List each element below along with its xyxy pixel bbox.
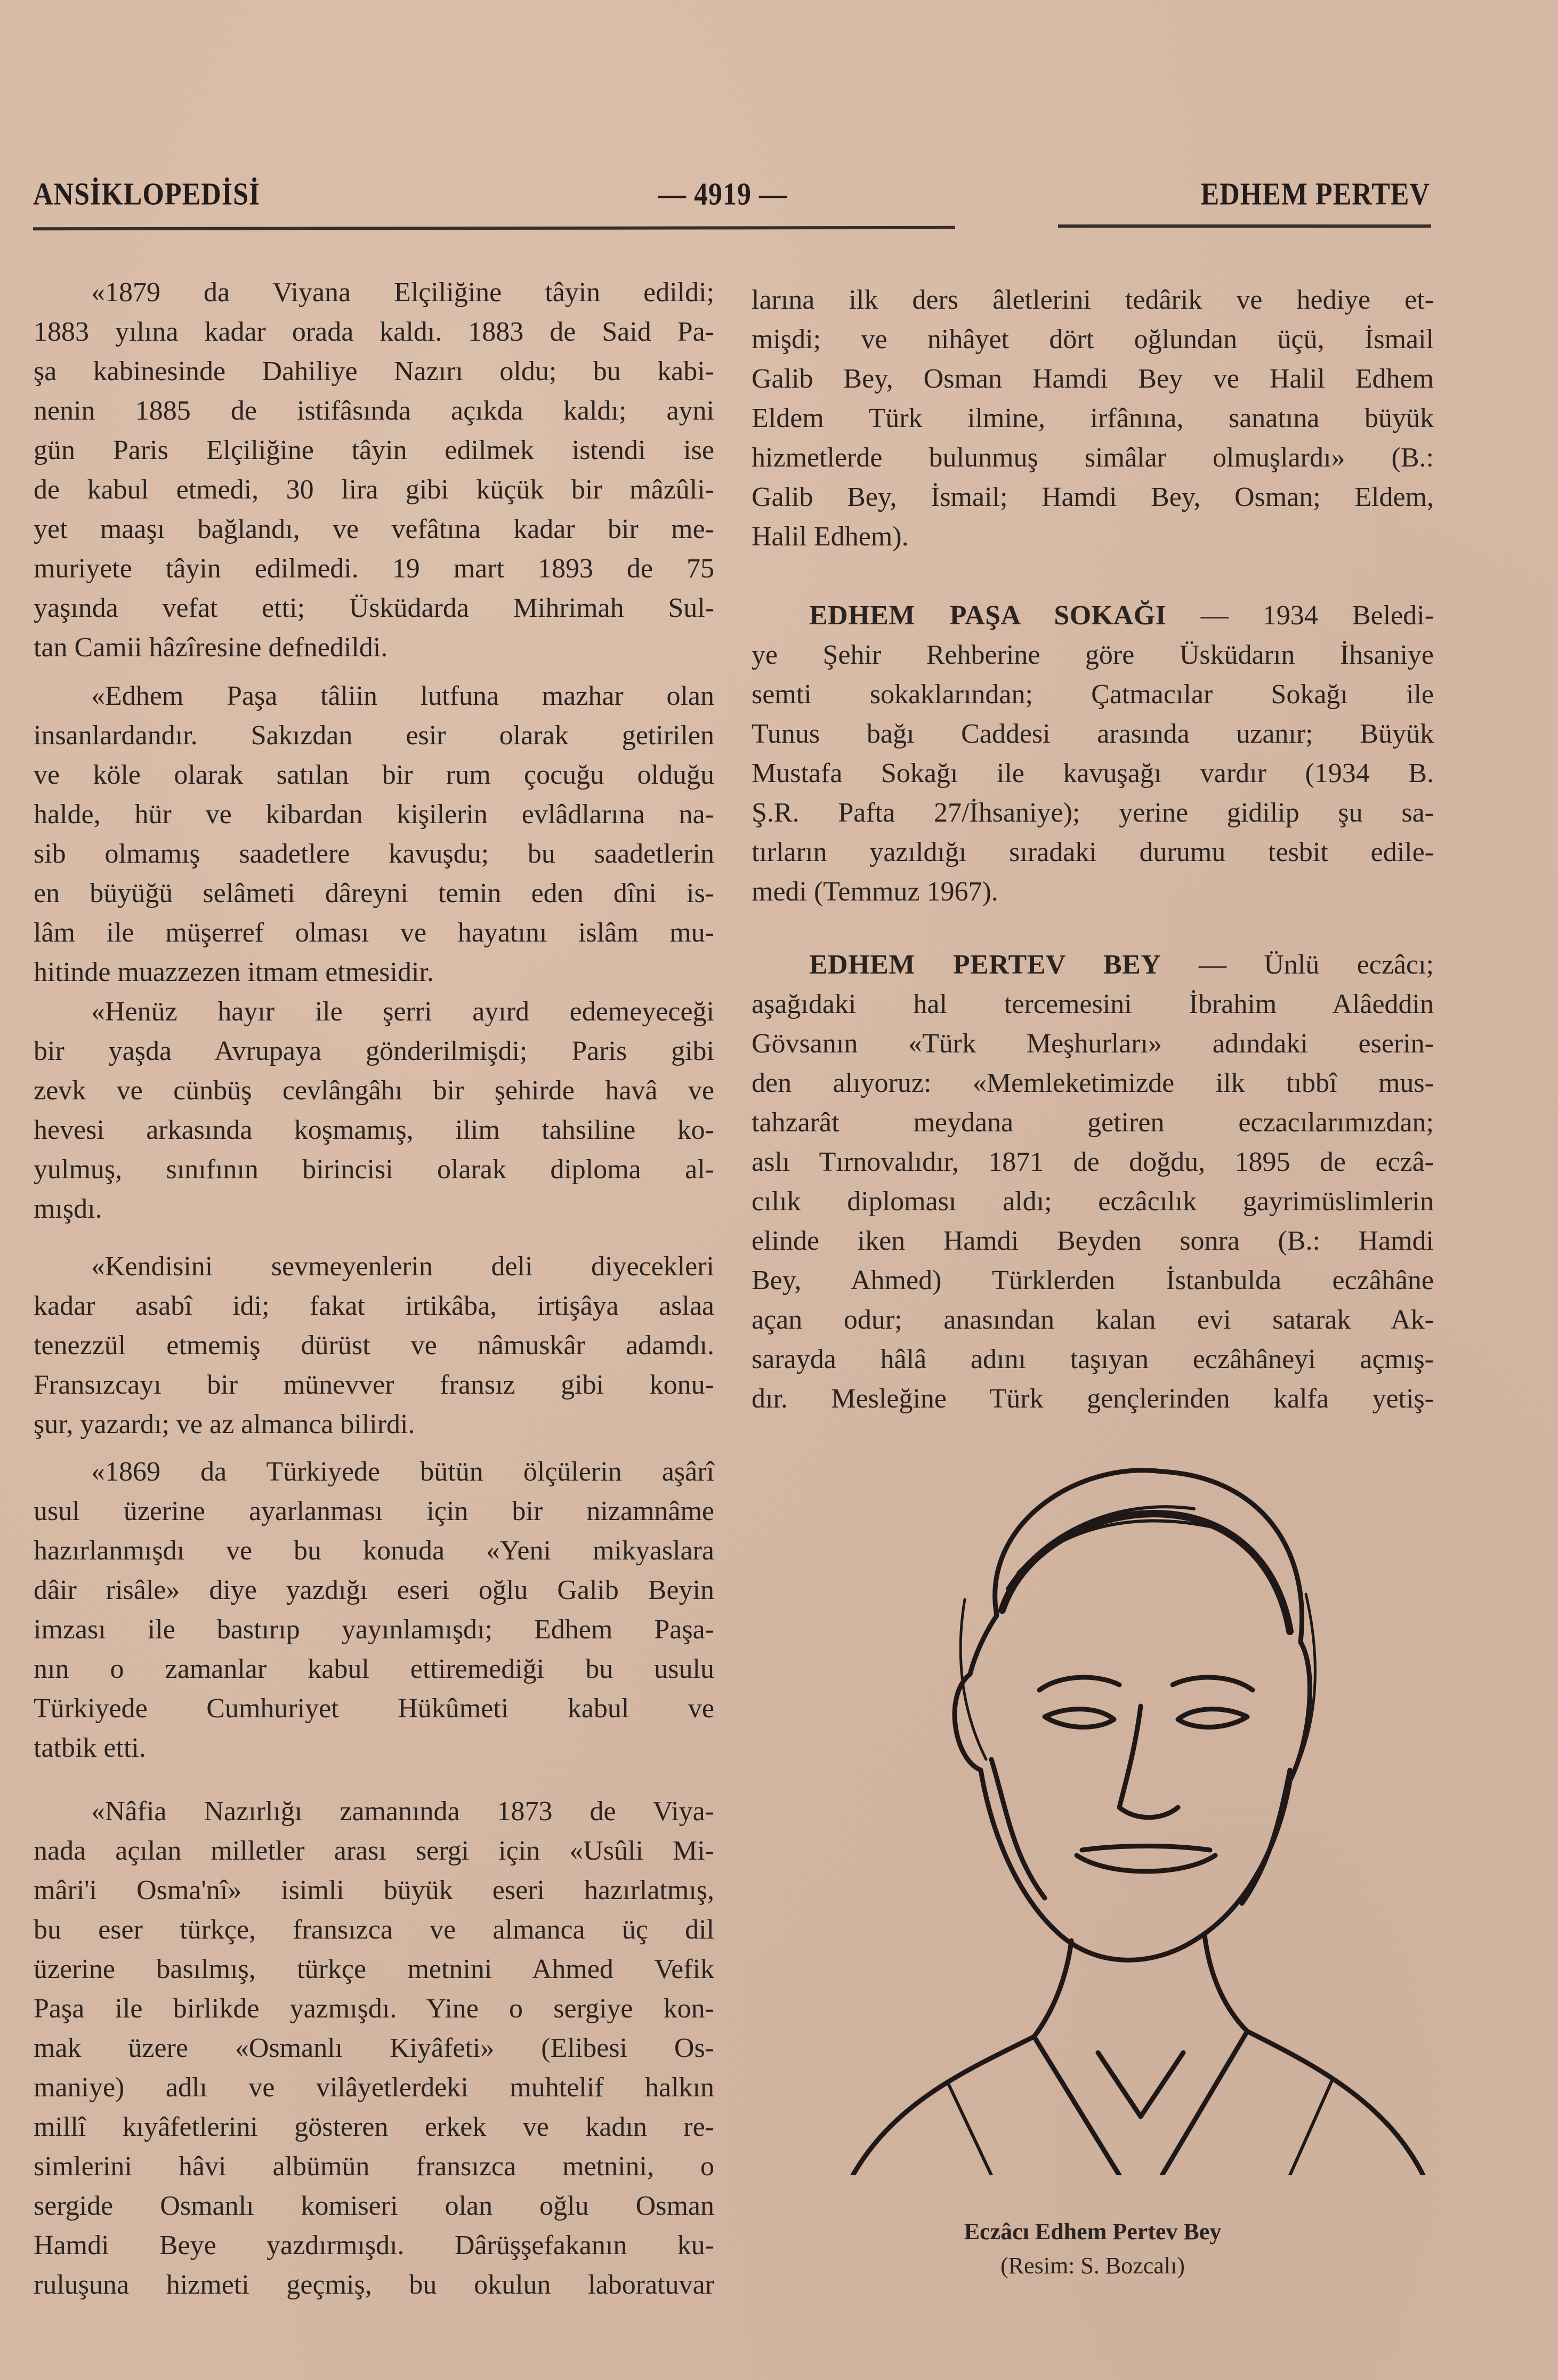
running-header-left: ANSİKLOPEDİSİ	[33, 176, 261, 212]
text-line: imzası ile bastırıp yayınlamışdı; Edhem Paşa-	[34, 1614, 714, 1645]
text-line: gün Paris Elçiliğine tâyin edilmek istendi ise	[34, 435, 714, 465]
text-line: «1879 da Viyana Elçiliğine tâyin edildi;	[91, 277, 714, 308]
text-line: üzerine basılmış, türkçe metnini Ahmed Vefik	[34, 1954, 714, 1984]
text-line: şur, yazardı; ve az almanca bilirdi.	[34, 1409, 415, 1440]
text-line: Fransızcayı bir münevver fransız gibi konu-	[34, 1370, 714, 1400]
paragraph	[34, 273, 714, 668]
text-line: elinde iken Hamdi Beyden sonra (B.: Hamdi	[752, 1226, 1434, 1256]
text-line: «Nâfia Nazırlığı zamanında 1873 de Viya-	[91, 1796, 714, 1827]
text-line: maniye) adlı ve vilâyetlerdeki muhtelif halkın	[34, 2072, 714, 2103]
text-line: nenin 1885 de istifâsında açıkda kaldı; ayni	[34, 396, 714, 426]
text-line: Eldem Türk ilmine, irfânına, sanatına büyük	[752, 403, 1434, 433]
text-line: halde, hür ve kibardan kişilerin evlâdlarına na-	[34, 799, 714, 830]
header-rule-left	[33, 226, 955, 230]
text-line: Galib Bey, İsmail; Hamdi Bey, Osman; Eldem,	[752, 482, 1434, 512]
text-line: bu eser türkçe, fransızca ve almanca üç dil	[34, 1915, 714, 1945]
text-line: mişdi; ve nihâyet dört oğlundan üçü, İsmail	[752, 324, 1434, 355]
text-line: tahzarât meydana getiren eczacılarımızdan;	[752, 1107, 1434, 1138]
text-line: de kabul etmedi, 30 lira gibi küçük bir mâzûli-	[34, 475, 714, 505]
paragraph	[752, 280, 1434, 557]
text-line: tenezzül etmemiş dürüst ve nâmuskâr adamdı.	[34, 1330, 714, 1361]
entry-heading: EDHEM PERTEV BEY	[809, 950, 1161, 980]
header-rule-right	[1058, 224, 1431, 228]
text-line: ruluşuna hizmeti geçmiş, bu okulun laboratuvar	[34, 2270, 714, 2300]
running-header-right: EDHEM PERTEV	[1200, 176, 1430, 212]
figure-credit: (Resim: S. Bozcalı)	[1000, 2253, 1185, 2279]
text-line: tatbik etti.	[34, 1733, 146, 1763]
text-line: ve köle olarak satılan bir rum çocuğu olduğu	[34, 760, 714, 790]
paragraph	[34, 1247, 714, 1444]
entry-heading: EDHEM PAŞA SOKAĞI	[809, 600, 1167, 631]
text-line: sib olmamış saadetlere kavuşdu; bu saadetlerin	[34, 839, 714, 869]
text-line: muriyete tâyin edilmedi. 19 mart 1893 de 75	[34, 553, 714, 584]
text-line: simlerini hâvi albümün fransızca metnini, o	[34, 2151, 714, 2182]
text-line: mâri'i Osma'nî» isimli büyük eseri hazırlatmış,	[34, 1875, 714, 1905]
text-line: Mustafa Sokağı ile kavuşağı vardır (1934 B.	[752, 758, 1434, 789]
text-line: den alıyoruz: «Memleketimizde ilk tıbbî mus-	[752, 1068, 1434, 1098]
text-line: tırların yazıldığı sıradaki durumu tesbit edile-	[752, 837, 1434, 867]
text-line: dâir risâle» diye yazdığı eseri oğlu Galib Beyin	[34, 1575, 714, 1605]
text-line: cılık diploması aldı; eczâcılık gayrimüslimlerin	[752, 1186, 1434, 1217]
text-line: 1883 yılına kadar orada kaldı. 1883 de Said Pa-	[34, 317, 714, 347]
page-number: — 4919 —	[658, 176, 787, 212]
text-line: «Henüz hayır ile şerri ayırd edemeyeceği	[91, 996, 714, 1027]
paragraph	[752, 945, 1434, 1419]
text-line: hitinde muazzezen itmam etmesidir.	[34, 957, 434, 987]
text-line: bir yaşda Avrupaya gönderilmişdi; Paris gibi	[34, 1036, 714, 1066]
text-line: Gövsanın «Türk Meşhurları» adındaki eserin-	[752, 1028, 1434, 1059]
figure-caption: Eczâcı Edhem Pertev Bey	[964, 2218, 1222, 2245]
text-line: şa kabinesinde Dahiliye Nazırı oldu; bu kabi-	[34, 356, 714, 387]
text-line: Türkiyede Cumhuriyet Hükûmeti kabul ve	[34, 1693, 714, 1724]
text-line: «Edhem Paşa tâliin lutfuna mazhar olan	[91, 681, 714, 711]
text-line: hazırlanmışdı ve bu konuda «Yeni mikyaslara	[34, 1535, 714, 1566]
text-line	[752, 945, 1434, 985]
text-line: aşağıdaki hal tercemesini İbrahim Alâeddin	[752, 989, 1434, 1019]
text-line: tan Camii hâzîresine defnedildi.	[34, 632, 388, 663]
entry-heading-rest: — 1934 Beledi-	[1200, 600, 1434, 631]
text-line: Halil Edhem).	[752, 521, 909, 552]
text-line: ye Şehir Rehberine göre Üsküdarın İhsaniye	[752, 640, 1434, 670]
text-line: aslı Tırnovalıdır, 1871 de doğdu, 1895 de eczâ-	[752, 1147, 1434, 1177]
text-line: «1869 da Türkiyede bütün ölçülerin aşârî	[91, 1457, 714, 1487]
text-line: «Kendisini sevmeyenlerin deli diyecekleri	[91, 1251, 714, 1282]
text-line: en büyüğü selâmeti dâreyni temin eden dîni is-	[34, 878, 714, 908]
text-line: insanlardandır. Sakızdan esir olarak getirilen	[34, 720, 714, 751]
text-line: kadar asabî idi; fakat irtikâba, irtişâya aslaa	[34, 1291, 714, 1321]
text-line: sergide Osmanlı komiseri olan oğlu Osman	[34, 2191, 714, 2221]
text-line: Hamdi Beye yazdırmışdı. Dârüşşefakanın ku-	[34, 2230, 714, 2261]
text-line: nın o zamanlar kabul ettiremediği bu usulu	[34, 1654, 714, 1684]
text-line: Ş.R. Pafta 27/İhsaniye); yerine gidilip şu sa-	[752, 798, 1434, 828]
text-line: larına ilk ders âletlerini tedârik ve hediye et-	[752, 285, 1434, 315]
paragraph	[752, 596, 1434, 912]
text-line: Tunus bağı Caddesi arasında uzanır; Büyük	[752, 719, 1434, 749]
paragraph	[34, 992, 714, 1229]
paragraph	[34, 1452, 714, 1768]
paragraph	[34, 1792, 714, 2305]
portrait-illustration	[821, 1440, 1450, 2175]
text-line: zevk ve cünbüş cevlângâhı bir şehirde havâ ve	[34, 1075, 714, 1106]
text-line: Bey, Ahmed) Türklerden İstanbulda eczâhâne	[752, 1265, 1434, 1296]
text-line: açan odur; anasından kalan evi satarak Ak-	[752, 1305, 1434, 1335]
text-line: hevesi arkasında koşmamış, ilim tahsiline ko-	[34, 1115, 714, 1145]
entry-heading-rest: — Ünlü eczâcı;	[1198, 950, 1434, 980]
text-line: mak üzere «Osmanlı Kiyâfeti» (Elibesi Os-	[34, 2033, 714, 2063]
text-line: yulmuş, sınıfının birincisi olarak diploma al-	[34, 1154, 714, 1185]
text-line	[752, 596, 1434, 636]
text-line: millî kıyâfetlerini gösteren erkek ve kadın re-	[34, 2112, 714, 2142]
text-line: Galib Bey, Osman Hamdi Bey ve Halil Edhem	[752, 364, 1434, 394]
text-line: hizmetlerde bulunmuş simâlar olmuşlardı» (B.:	[752, 443, 1434, 473]
text-line: mışdı.	[34, 1194, 102, 1224]
text-line: lâm ile müşerref olması ve hayatını islâm mu-	[34, 918, 714, 948]
paragraph	[34, 677, 714, 992]
text-line: Paşa ile birlikde yazmışdı. Yine o sergiye kon-	[34, 1993, 714, 2024]
text-line: nada açılan milletler arası sergi için «Usûli Mi-	[34, 1836, 714, 1866]
text-line: yaşında vefat etti; Üsküdarda Mihrimah Sul-	[34, 593, 714, 623]
text-line: dır. Mesleğine Türk gençlerinden kalfa yetiş-	[752, 1384, 1434, 1414]
text-line: yet maaşı bağlandı, ve vefâtına kadar bir me-	[34, 514, 714, 544]
text-line: semti sokaklarından; Çatmacılar Sokağı ile	[752, 679, 1434, 710]
text-line: usul üzerine ayarlanması için bir nizamnâme	[34, 1496, 714, 1526]
text-line: sarayda hâlâ adını taşıyan eczâhâneyi açmış-	[752, 1344, 1434, 1374]
text-line: medi (Temmuz 1967).	[752, 877, 998, 907]
